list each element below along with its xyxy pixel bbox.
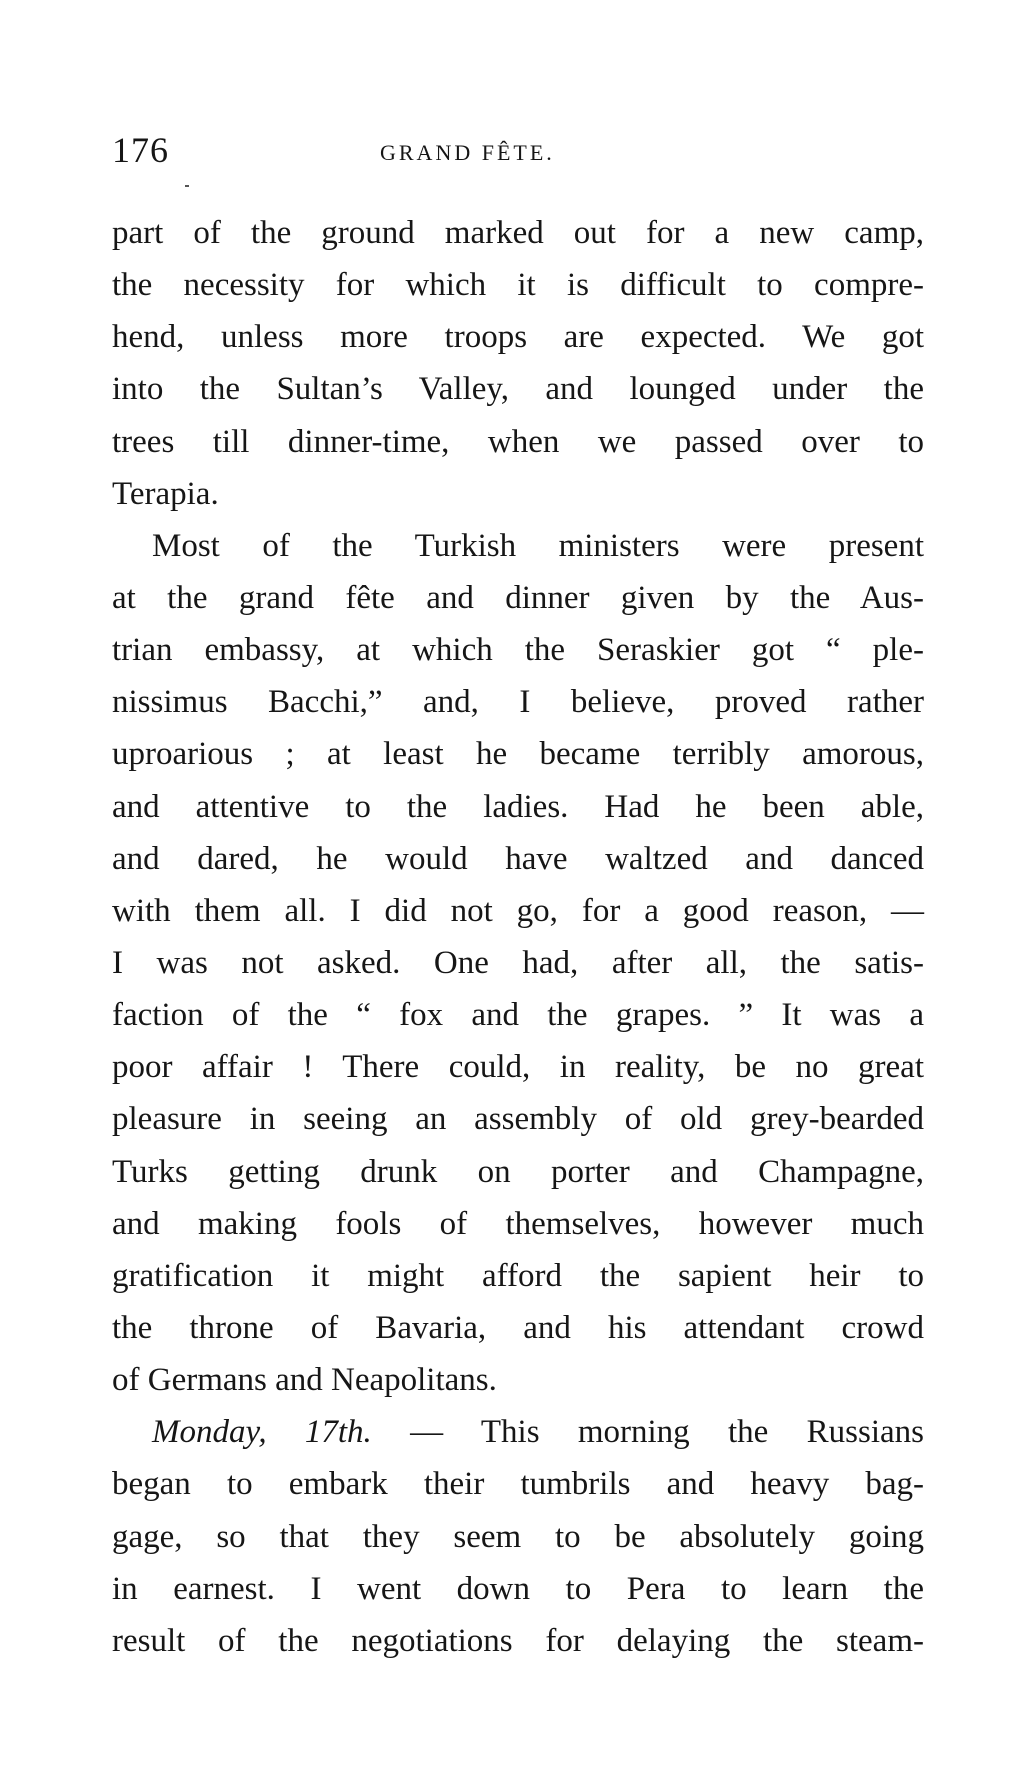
text-line: and dared, he would have waltzed and danced: [112, 840, 924, 877]
running-head: GRAND FÊTE.: [380, 140, 555, 165]
text-line: poor affair ! There could, in reality, be no great: [112, 1049, 924, 1086]
text-line: and making fools of themselves, however much: [112, 1205, 924, 1242]
paragraph-start-line: Most of the Turkish ministers were present: [152, 527, 924, 564]
text-line: and attentive to the ladies. Had he been able,: [112, 788, 924, 825]
text-line: of Germans and Neapolitans.: [112, 1362, 497, 1399]
text-line: Terapia.: [112, 475, 219, 512]
print-speck: [185, 185, 189, 187]
text-line: part of the ground marked out for a new camp,: [112, 215, 924, 251]
text-line: nissimus Bacchi,” and, I believe, proved rather: [112, 684, 924, 721]
text-line: pleasure in seeing an assembly of old grey-bearded: [112, 1101, 924, 1138]
page-number: 176: [112, 130, 169, 170]
diary-date: Monday, 17th.: [152, 1414, 372, 1451]
text-line: trees till dinner-time, when we passed over to: [112, 423, 924, 460]
text-line: gage, so that they seem to be absolutely going: [112, 1518, 924, 1555]
text-line: hend, unless more troops are expected. We got: [112, 319, 924, 356]
text-line: faction of the “ fox and the grapes. ” It was a: [112, 997, 924, 1034]
text-line: began to embark their tumbrils and heavy bag-: [112, 1466, 924, 1503]
diary-entry-text: — This morning the Russians: [371, 1414, 924, 1451]
diary-entry-line: [112, 1406, 924, 1458]
text-line: result of the negotiations for delaying the steam-: [112, 1622, 924, 1659]
text-line: the necessity for which it is difficult to compre-: [112, 267, 924, 304]
text-line: into the Sultan’s Valley, and lounged under the: [112, 371, 924, 408]
text-line: Turks getting drunk on porter and Champagne,: [112, 1153, 924, 1190]
text-line: uproarious ; at least he became terribly amorous,: [112, 736, 924, 773]
text-line: at the grand fête and dinner given by the Aus-: [112, 579, 924, 616]
text-line: trian embassy, at which the Seraskier got “ ple-: [112, 632, 924, 669]
text-line: gratification it might afford the sapient heir to: [112, 1257, 924, 1294]
text-line: in earnest. I went down to Pera to learn the: [112, 1570, 924, 1607]
body-text: [112, 207, 924, 1667]
text-line: I was not asked. One had, after all, the satis-: [112, 944, 924, 981]
text-line: the throne of Bavaria, and his attendant crowd: [112, 1309, 924, 1346]
text-line: with them all. I did not go, for a good reason, —: [112, 892, 924, 929]
